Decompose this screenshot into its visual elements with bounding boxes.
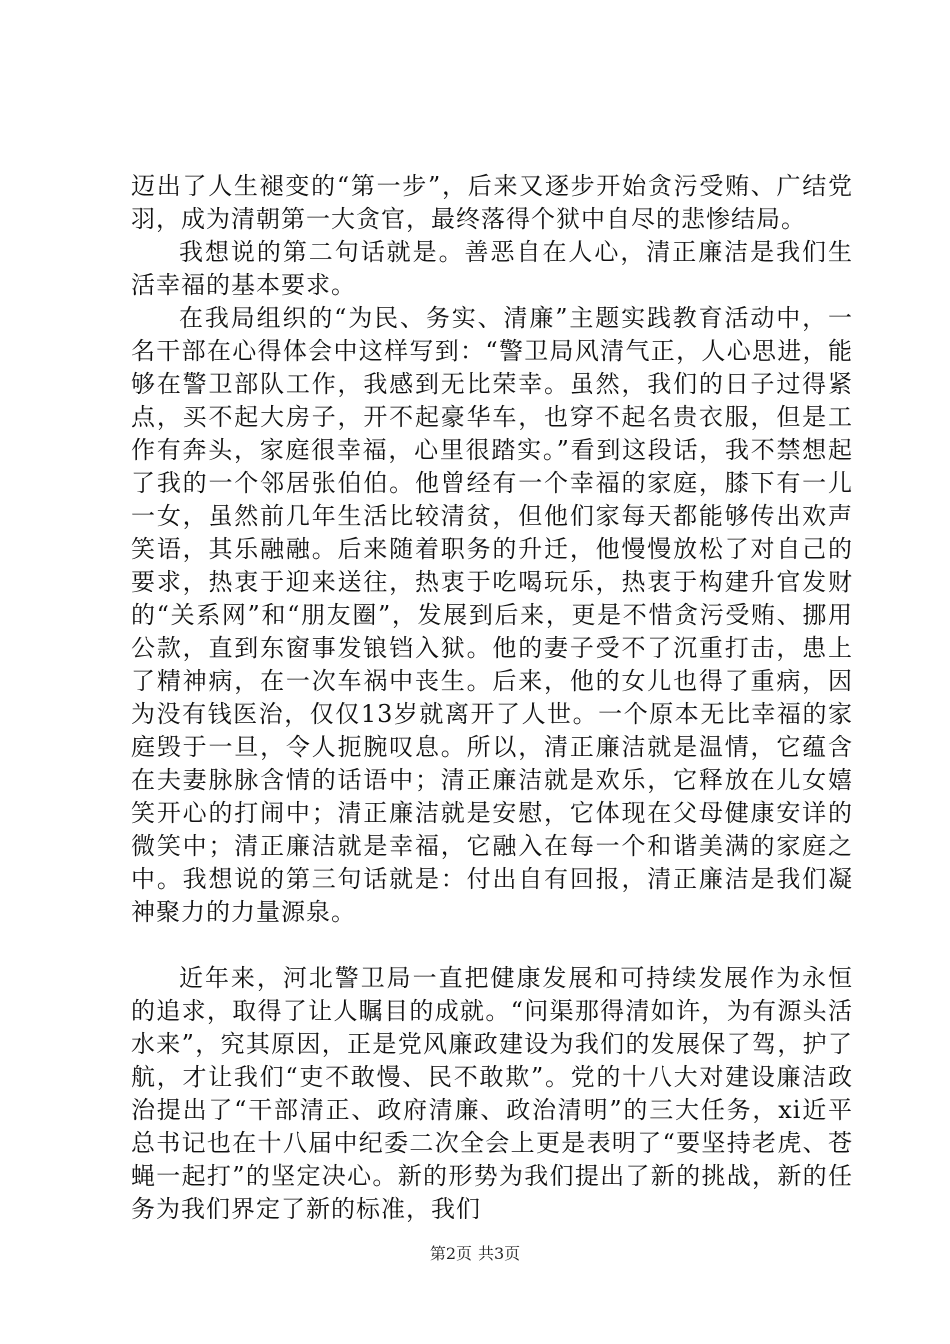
paragraph-recent-years: 近年来，河北警卫局一直把健康发展和可持续发展作为永恒的追求，取得了让人瞩目的成就。“问渠那得清如许，为有源头活水来”，究其原因，正是党风廉政建设为我们的发展保了驾，护了航，才让我们“吏不敢慢、民不敢欺”。党的十八大对建设廉洁政治提出了“干部清正、政府清廉、政治清明”的三大任务，xi近平总书记也在十八届中纪委二次全会上更是表明了“要坚持老虎、苍蝇一起打”的坚定决心。新的形势为我们提出了新的挑战，新的任务为我们界定了新的标准，我们 xyxy=(131,964,853,1223)
paragraph-second-sentence: 我想说的第二句话就是。善恶自在人心，清正廉洁是我们生活幸福的基本要求。 xyxy=(131,238,853,299)
paragraph-continuation: 迈出了人生褪变的“第一步”，后来又逐步开始贪污受贿、广结党羽，成为清朝第一大贪官，最终落得个狱中自尽的悲惨结局。 xyxy=(131,172,853,233)
page-footer xyxy=(0,1243,950,1265)
paragraph-neighbor-story: 在我局组织的“为民、务实、清廉”主题实践教育活动中，一名干部在心得体会中这样写到：“警卫局风清气正，人心思进，能够在警卫部队工作，我感到无比荣幸。虽然，我们的日子过得紧点，买不起大房子，开不起豪华车，也穿不起名贵衣服，但是工作有奔头，家庭很幸福，心里很踏实。”看到这段话，我不禁想起了我的一个邻居张伯伯。他曾经有一个幸福的家庭，膝下有一儿一女，虽然前几年生活比较清贫，但他们家每天都能够传出欢声笑语，其乐融融。后来随着职务的升迁，他慢慢放松了对自己的要求，热衷于迎来送往，热衷于吃喝玩乐，热衷于构建升官发财的“关系网”和“朋友圈”，发展到后来，更是不惜贪污受贿、挪用公款，直到东窗事发锒铛入狱。他的妻子受不了沉重打击，患上了精神病，在一次车祸中丧生。后来，他的女儿也得了重病，因为没有钱医治，仅仅13岁就离开了人世。一个原本无比幸福的家庭毁于一旦，令人扼腕叹息。所以，清正廉洁就是温情，它蕴含在夫妻脉脉含情的话语中；清正廉洁就是欢乐，它释放在儿女嬉笑开心的打闹中；清正廉洁就是安慰，它体现在父母健康安详的微笑中；清正廉洁就是幸福，它融入在每一个和谐美满的家庭之中。我想说的第三句话就是：付出自有回报，清正廉洁是我们凝神聚力的力量源泉。 xyxy=(131,304,853,926)
page-number: 第2页 xyxy=(429,1244,472,1263)
document-body xyxy=(131,170,853,1226)
page-total: 共3页 xyxy=(478,1244,521,1263)
